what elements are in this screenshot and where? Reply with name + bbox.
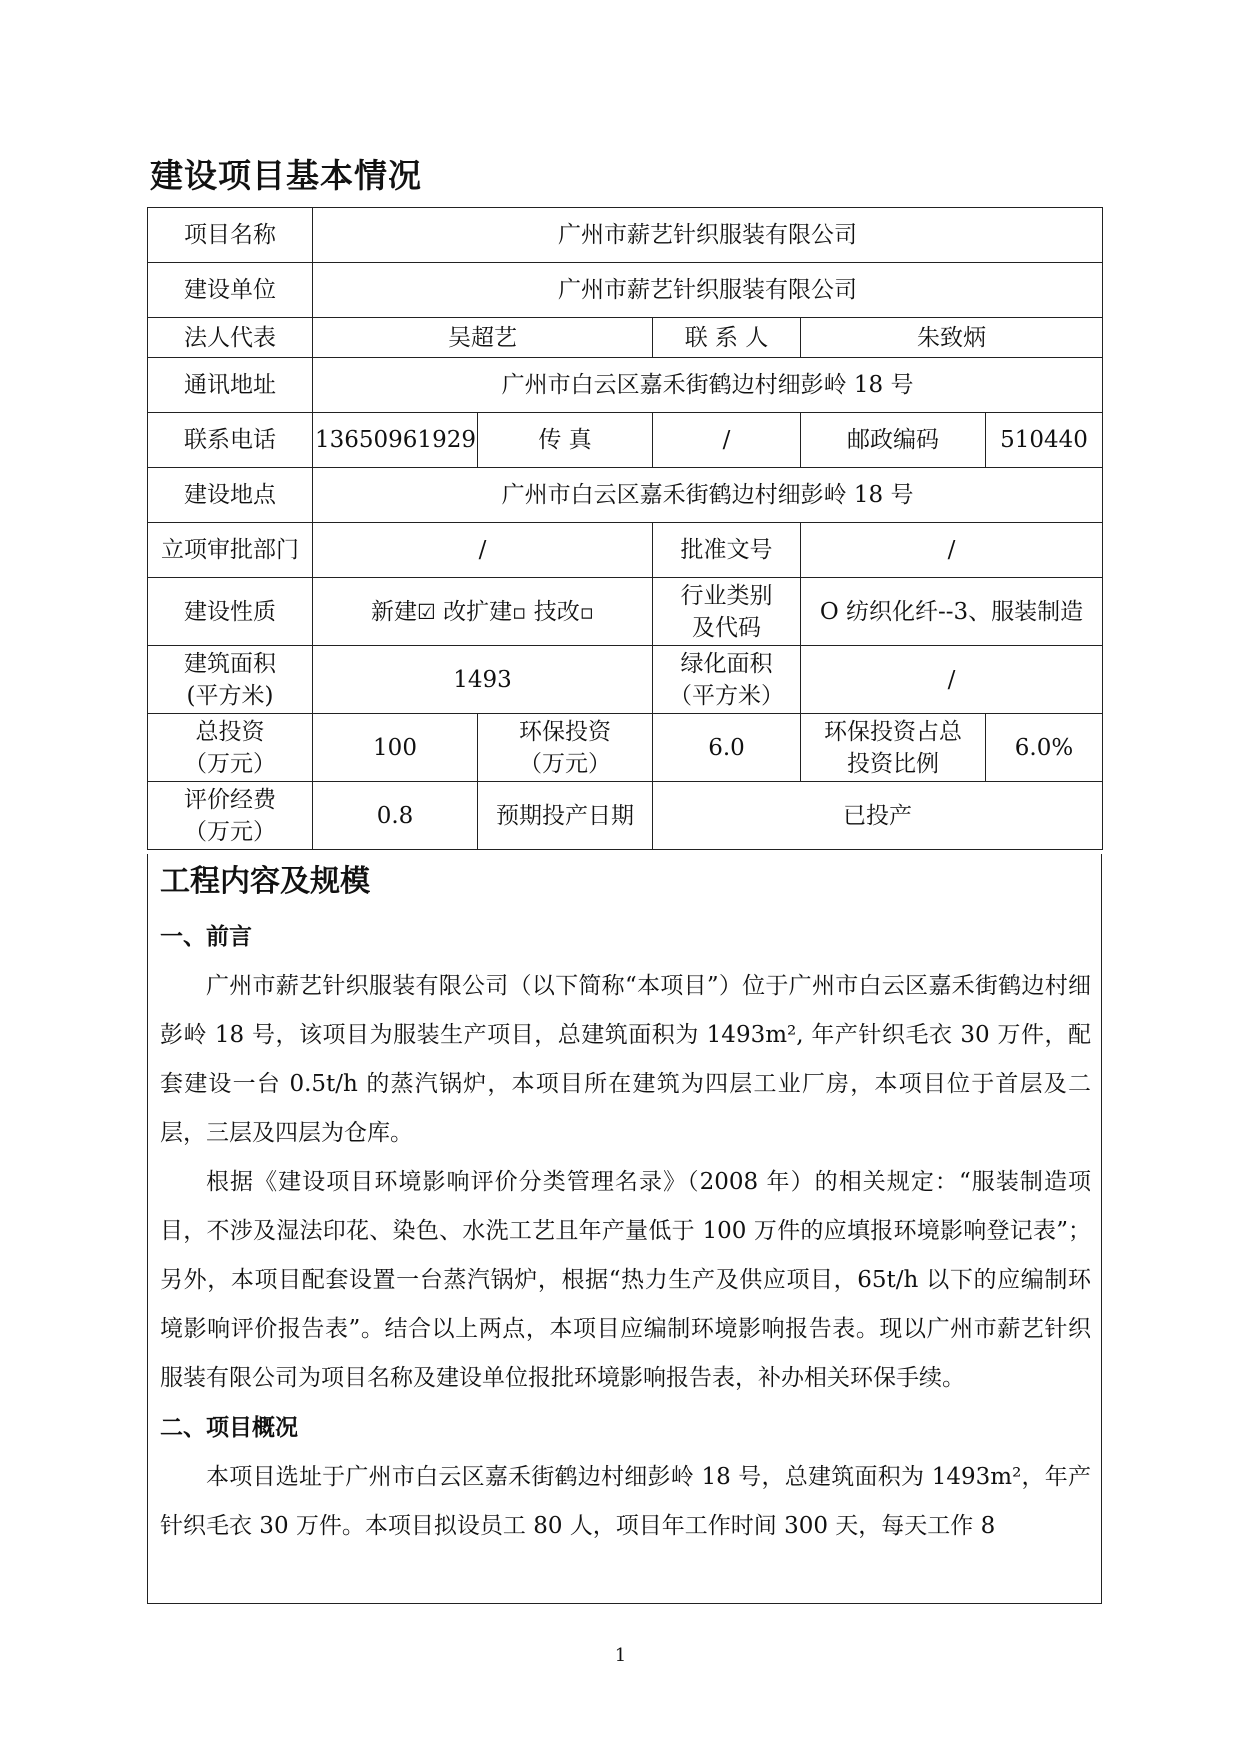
preface-paragraph-1: 广州市薪艺针织服装有限公司（以下简称“本项目”）位于广州市白云区嘉禾街鹤边村细彭岭 18 号，该项目为服装生产项目，总建筑面积为 1493m², 年产针织毛衣 30 万件，配套建设一台 0.5t/h 的蒸汽锅炉，本项目所在建筑为四层工业厂房，本项目位于首层及二层，三层及四层为仓库。 [160, 973, 1091, 1146]
builder-value: 广州市薪艺针织服装有限公司 [313, 263, 1103, 318]
section-overview-title: 二、项目概况 [160, 1415, 298, 1441]
approval-dept-label: 立项审批部门 [148, 523, 313, 578]
env-invest-label-line2: （万元） [519, 750, 611, 777]
site-label: 建设地点 [148, 468, 313, 523]
eval-fee-value: 0.8 [313, 782, 478, 850]
nature-tech-checkbox: ▫ [579, 599, 594, 624]
approval-dept-value: / [313, 523, 653, 578]
legal-rep-value: 吴超艺 [313, 318, 653, 358]
preface-paragraph-2: 根据《建设项目环境影响评价分类管理名录》（2008 年）的相关规定：“服装制造项目，不涉及湿法印花、染色、水洗工艺且年产量低于 100 万件的应填报环境影响登记表”；另外，本项目配套设置一台蒸汽锅炉，根据“热力生产及供应项目，65t/h 以下的应编制环境影响评价报告表”。结合以上两点，本项目应编制环境影响报告表。现以广州市薪艺针织服装有限公司为项目名称及建设单位报批环境影响报告表，补办相关环保手续。 [160, 1169, 1091, 1391]
env-ratio-label-line1: 环保投资占总 [824, 718, 962, 745]
nature-new-label: 新建 [371, 598, 418, 625]
section-preface-title: 一、前言 [160, 924, 252, 950]
floor-area-value: 1493 [313, 646, 653, 714]
fax-value: / [653, 413, 801, 468]
total-invest-label-line1: 总投资 [195, 718, 265, 745]
eval-fee-label-line1: 评价经费 [184, 786, 276, 813]
nature-tech-label: 技改 [533, 598, 580, 625]
nature-expand-label: 改扩建 [443, 598, 513, 625]
address-label: 通讯地址 [148, 358, 313, 413]
approval-no-value: / [801, 523, 1103, 578]
env-invest-label [478, 714, 653, 782]
content-heading: 工程内容及规模 [160, 864, 370, 899]
site-value: 广州市白云区嘉禾街鹤边村细彭岭 18 号 [313, 468, 1103, 523]
green-area-value: / [801, 646, 1103, 714]
phone-value: 13650961929 [313, 413, 478, 468]
overview-paragraph-1: 本项目选址于广州市白云区嘉禾街鹤边村细彭岭 18 号，总建筑面积为 1493m²，年产针织毛衣 30 万件。本项目拟设员工 80 人，项目年工作时间 300 天，每天工作 8 [160, 1464, 1091, 1539]
eval-fee-label [148, 782, 313, 850]
env-invest-label-line1: 环保投资 [519, 718, 611, 745]
prod-date-value: 已投产 [653, 782, 1103, 850]
legal-rep-label: 法人代表 [148, 318, 313, 358]
address-value: 广州市白云区嘉禾街鹤边村细彭岭 18 号 [313, 358, 1103, 413]
green-area-label [653, 646, 801, 714]
fax-label: 传 真 [478, 413, 653, 468]
phone-label: 联系电话 [148, 413, 313, 468]
nature-options [313, 578, 653, 646]
project-name-label: 项目名称 [148, 208, 313, 263]
builder-label: 建设单位 [148, 263, 313, 318]
page-number: 1 [614, 1645, 627, 1666]
industry-label-line1: 行业类别 [680, 582, 773, 609]
project-name-value: 广州市薪艺针织服装有限公司 [313, 208, 1103, 263]
prod-date-label: 预期投产日期 [478, 782, 653, 850]
eval-fee-label-line2: （万元） [184, 818, 276, 845]
env-ratio-label-line2: 投资比例 [847, 750, 939, 777]
nature-expand-checkbox: ▫ [512, 599, 527, 624]
postcode-label: 邮政编码 [801, 413, 986, 468]
env-ratio-label [801, 714, 986, 782]
contact-label: 联 系 人 [653, 318, 801, 358]
env-invest-value: 6.0 [653, 714, 801, 782]
floor-area-label-line1: 建筑面积 [184, 650, 276, 677]
green-area-label-line2: （平方米） [669, 682, 784, 709]
nature-label: 建设性质 [148, 578, 313, 646]
postcode-value: 510440 [986, 413, 1103, 468]
total-invest-value: 100 [313, 714, 478, 782]
industry-label [653, 578, 801, 646]
project-info-table [147, 207, 1103, 850]
green-area-label-line1: 绿化面积 [680, 650, 773, 677]
page-title: 建设项目基本情况 [150, 156, 422, 195]
floor-area-label-line2: (平方米) [186, 682, 274, 709]
total-invest-label [148, 714, 313, 782]
industry-label-line2: 及代码 [692, 614, 761, 641]
nature-new-checkbox: ☑ [417, 599, 436, 624]
industry-value: O 纺织化纤--3、服装制造 [801, 578, 1103, 646]
project-content-section [147, 854, 1102, 1604]
floor-area-label [148, 646, 313, 714]
env-ratio-value: 6.0% [986, 714, 1103, 782]
total-invest-label-line2: （万元） [184, 750, 276, 777]
contact-value: 朱致炳 [801, 318, 1103, 358]
approval-no-label: 批准文号 [653, 523, 801, 578]
